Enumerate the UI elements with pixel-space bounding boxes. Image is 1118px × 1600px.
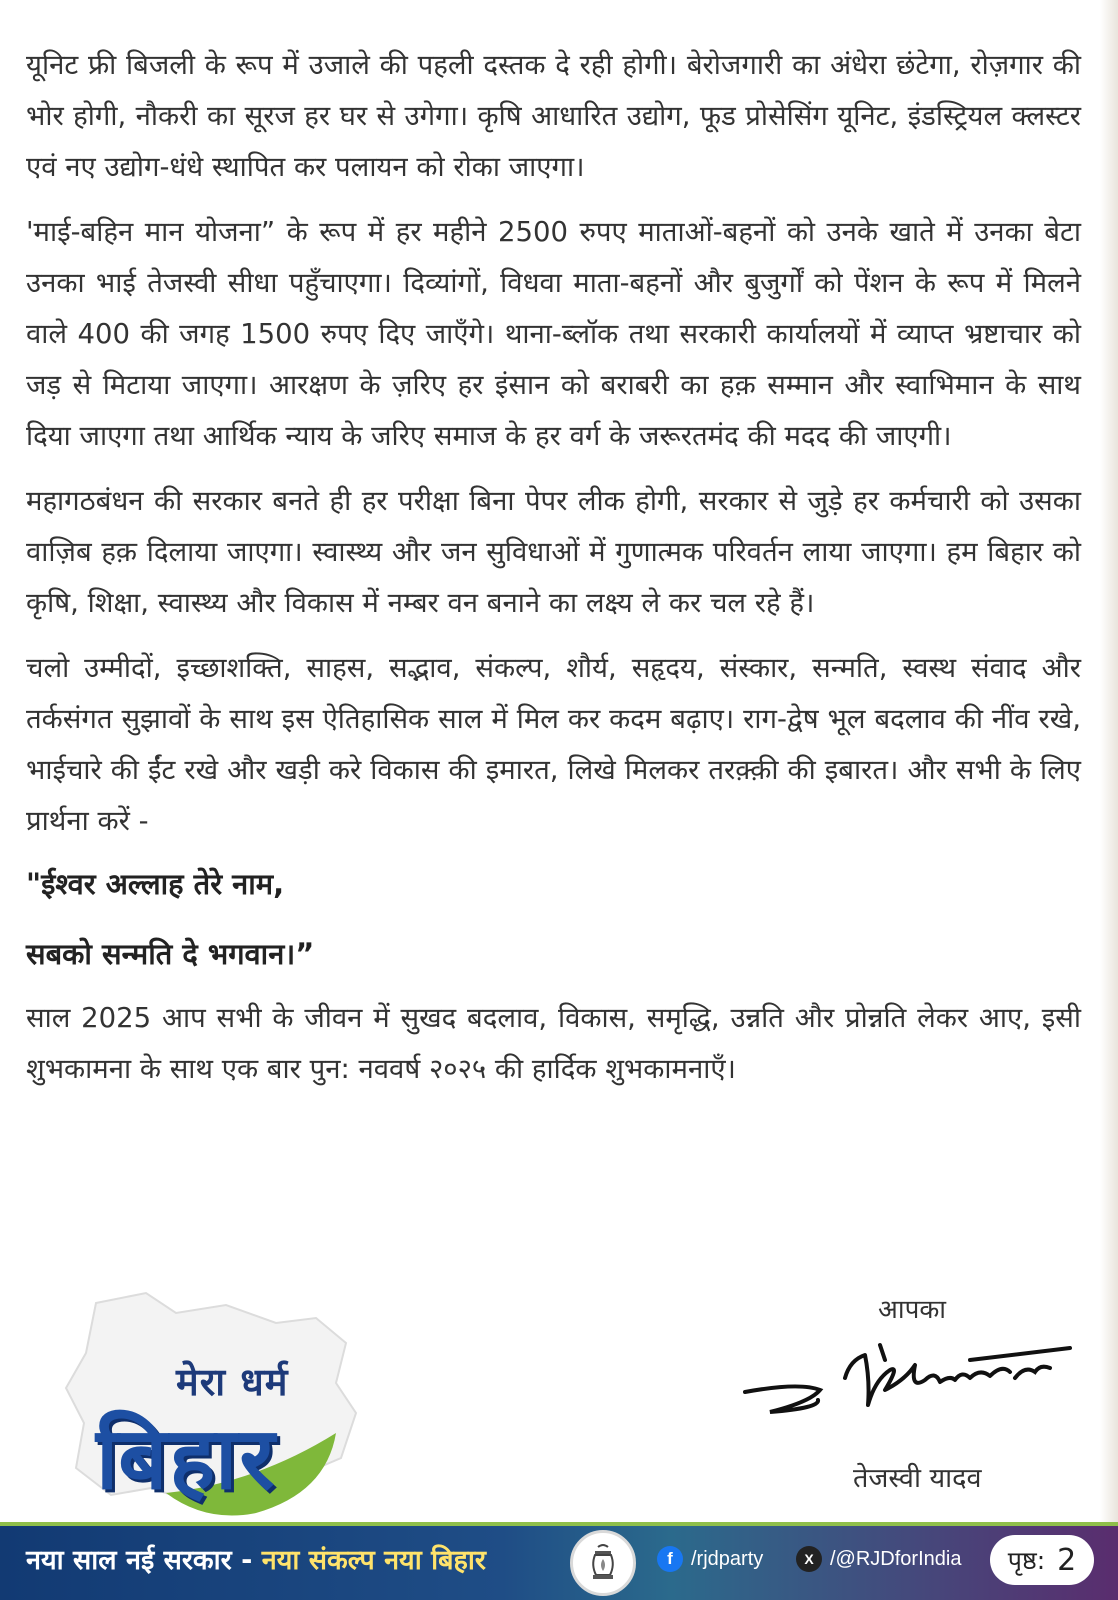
lantern-icon <box>570 1530 636 1596</box>
x-icon: X <box>796 1546 822 1572</box>
x-handle: /@RJDforIndia <box>830 1547 962 1570</box>
paragraph-3: महागठबंधन की सरकार बनते ही हर परीक्षा बिना पेपर लीक होगी, सरकार से जुड़े हर कर्मचारी को उसका वाज़िब हक़ दिलाया जाएगा। स्वास्थ्य और जन सुविधाओं में गुणात्मक परिवर्तन लाया जाएगा। हम बिहार को कृषि, शिक्षा, स्वास्थ्य और विकास में नम्बर वन बनाने का लक्ष्य ले कर चल रहे हैं। <box>26 485 1081 619</box>
facebook-link[interactable] <box>657 1546 763 1572</box>
signatory-name: तेजस्वी यादव <box>853 1463 982 1494</box>
facebook-handle: /rjdparty <box>691 1547 764 1570</box>
paragraph-1: यूनिट फ्री बिजली के रूप में उजाले की पहली दस्तक दे रही होगी। बेरोजगारी का अंधेरा छंटेगा, रोज़गार की भोर होगी, नौकरी का सूरज हर घर से उगेगा। कृषि आधारित उद्योग, फूड प्रोसेसिंग यूनिट, इंडस्ट्रियल क्लस्टर एवं नए उद्योग-धंधे स्थापित कर पलायन को रोका जाएगा। <box>26 49 1081 183</box>
paragraph-4: चलो उम्मीदों, इच्छाशक्ति, साहस, सद्भाव, संकल्प, शौर्य, सहृदय, संस्कार, सन्मति, स्वस्थ संवाद और तर्कसंगत सुझावों के साथ इस ऐतिहासिक साल में मिल कर कदम बढ़ाए। राग-द्वेष भूल बदलाव की नींव रखे, भाईचारे की ईंट रखे और खड़ी करे विकास की इमारत, लिखे मिलकर तरक़्क़ी की इबारत। और सभी के लिए प्रार्थना करें - <box>26 652 1081 837</box>
new-year-wishes: साल 2025 आप सभी के जीवन में सुखद बदलाव, विकास, समृद्धि, उन्नति और प्रोन्नति लेकर आए, इसी शुभकामना के साथ एक बार पुन: नववर्ष २०२५ की हार्दिक शुभकामनाएँ। <box>26 1002 1081 1085</box>
page-edge-shadow <box>1100 0 1118 1600</box>
footer-accent-line <box>0 1522 1118 1526</box>
mera-dharm-bihar-logo <box>56 1283 386 1523</box>
page-label: पृष्ठ: <box>1007 1546 1046 1575</box>
closing-text: आपका <box>878 1295 947 1325</box>
facebook-icon: f <box>657 1546 683 1572</box>
slogan-part-2: नया संकल्प नया बिहार <box>261 1545 486 1576</box>
x-link[interactable] <box>796 1546 961 1572</box>
letter-body <box>26 40 1081 1109</box>
slogan-part-1: नया साल नई सरकार - <box>26 1545 262 1576</box>
paragraph-2: 'माई-बहिन मान योजना” के रूप में हर महीने 2500 रुपए माताओं-बहनों को उनके खाते में उनका बेटा उनका भाई तेजस्वी सीधा पहुँचाएगा। दिव्यांगों, विधवा माता-बहनों और बुजुर्गों को पेंशन के रूप में मिलने वाले 400 की जगह 1500 रुपए दिए जाएँगे। थाना-ब्लॉक तथा सरकारी कार्यालयों में व्याप्त भ्रष्टाचार को जड़ से मिटाया जाएगा। आरक्षण के ज़रिए हर इंसान को बराबरी का हक़ सम्मान और स्वाभिमान के साथ दिया जाएगा तथा आर्थिक न्याय के जरिए समाज के हर वर्ग के जरूरतमंद की मदद की जाएगी। <box>26 216 1081 452</box>
logo-text-top: मेरा धर्म <box>176 1359 289 1404</box>
page-number: 2 <box>1057 1542 1077 1578</box>
logo-text-main: बिहार <box>96 1408 277 1509</box>
lantern-emblem-svg <box>586 1543 620 1583</box>
handwritten-signature <box>740 1320 1100 1430</box>
quote-line-1: "ईश्वर अल्लाह तेरे नाम, <box>26 867 285 901</box>
footer-slogan <box>26 1540 486 1577</box>
page-number-badge <box>990 1535 1094 1585</box>
quote-line-2: सबको सन्मति दे भगवान।” <box>26 937 315 971</box>
